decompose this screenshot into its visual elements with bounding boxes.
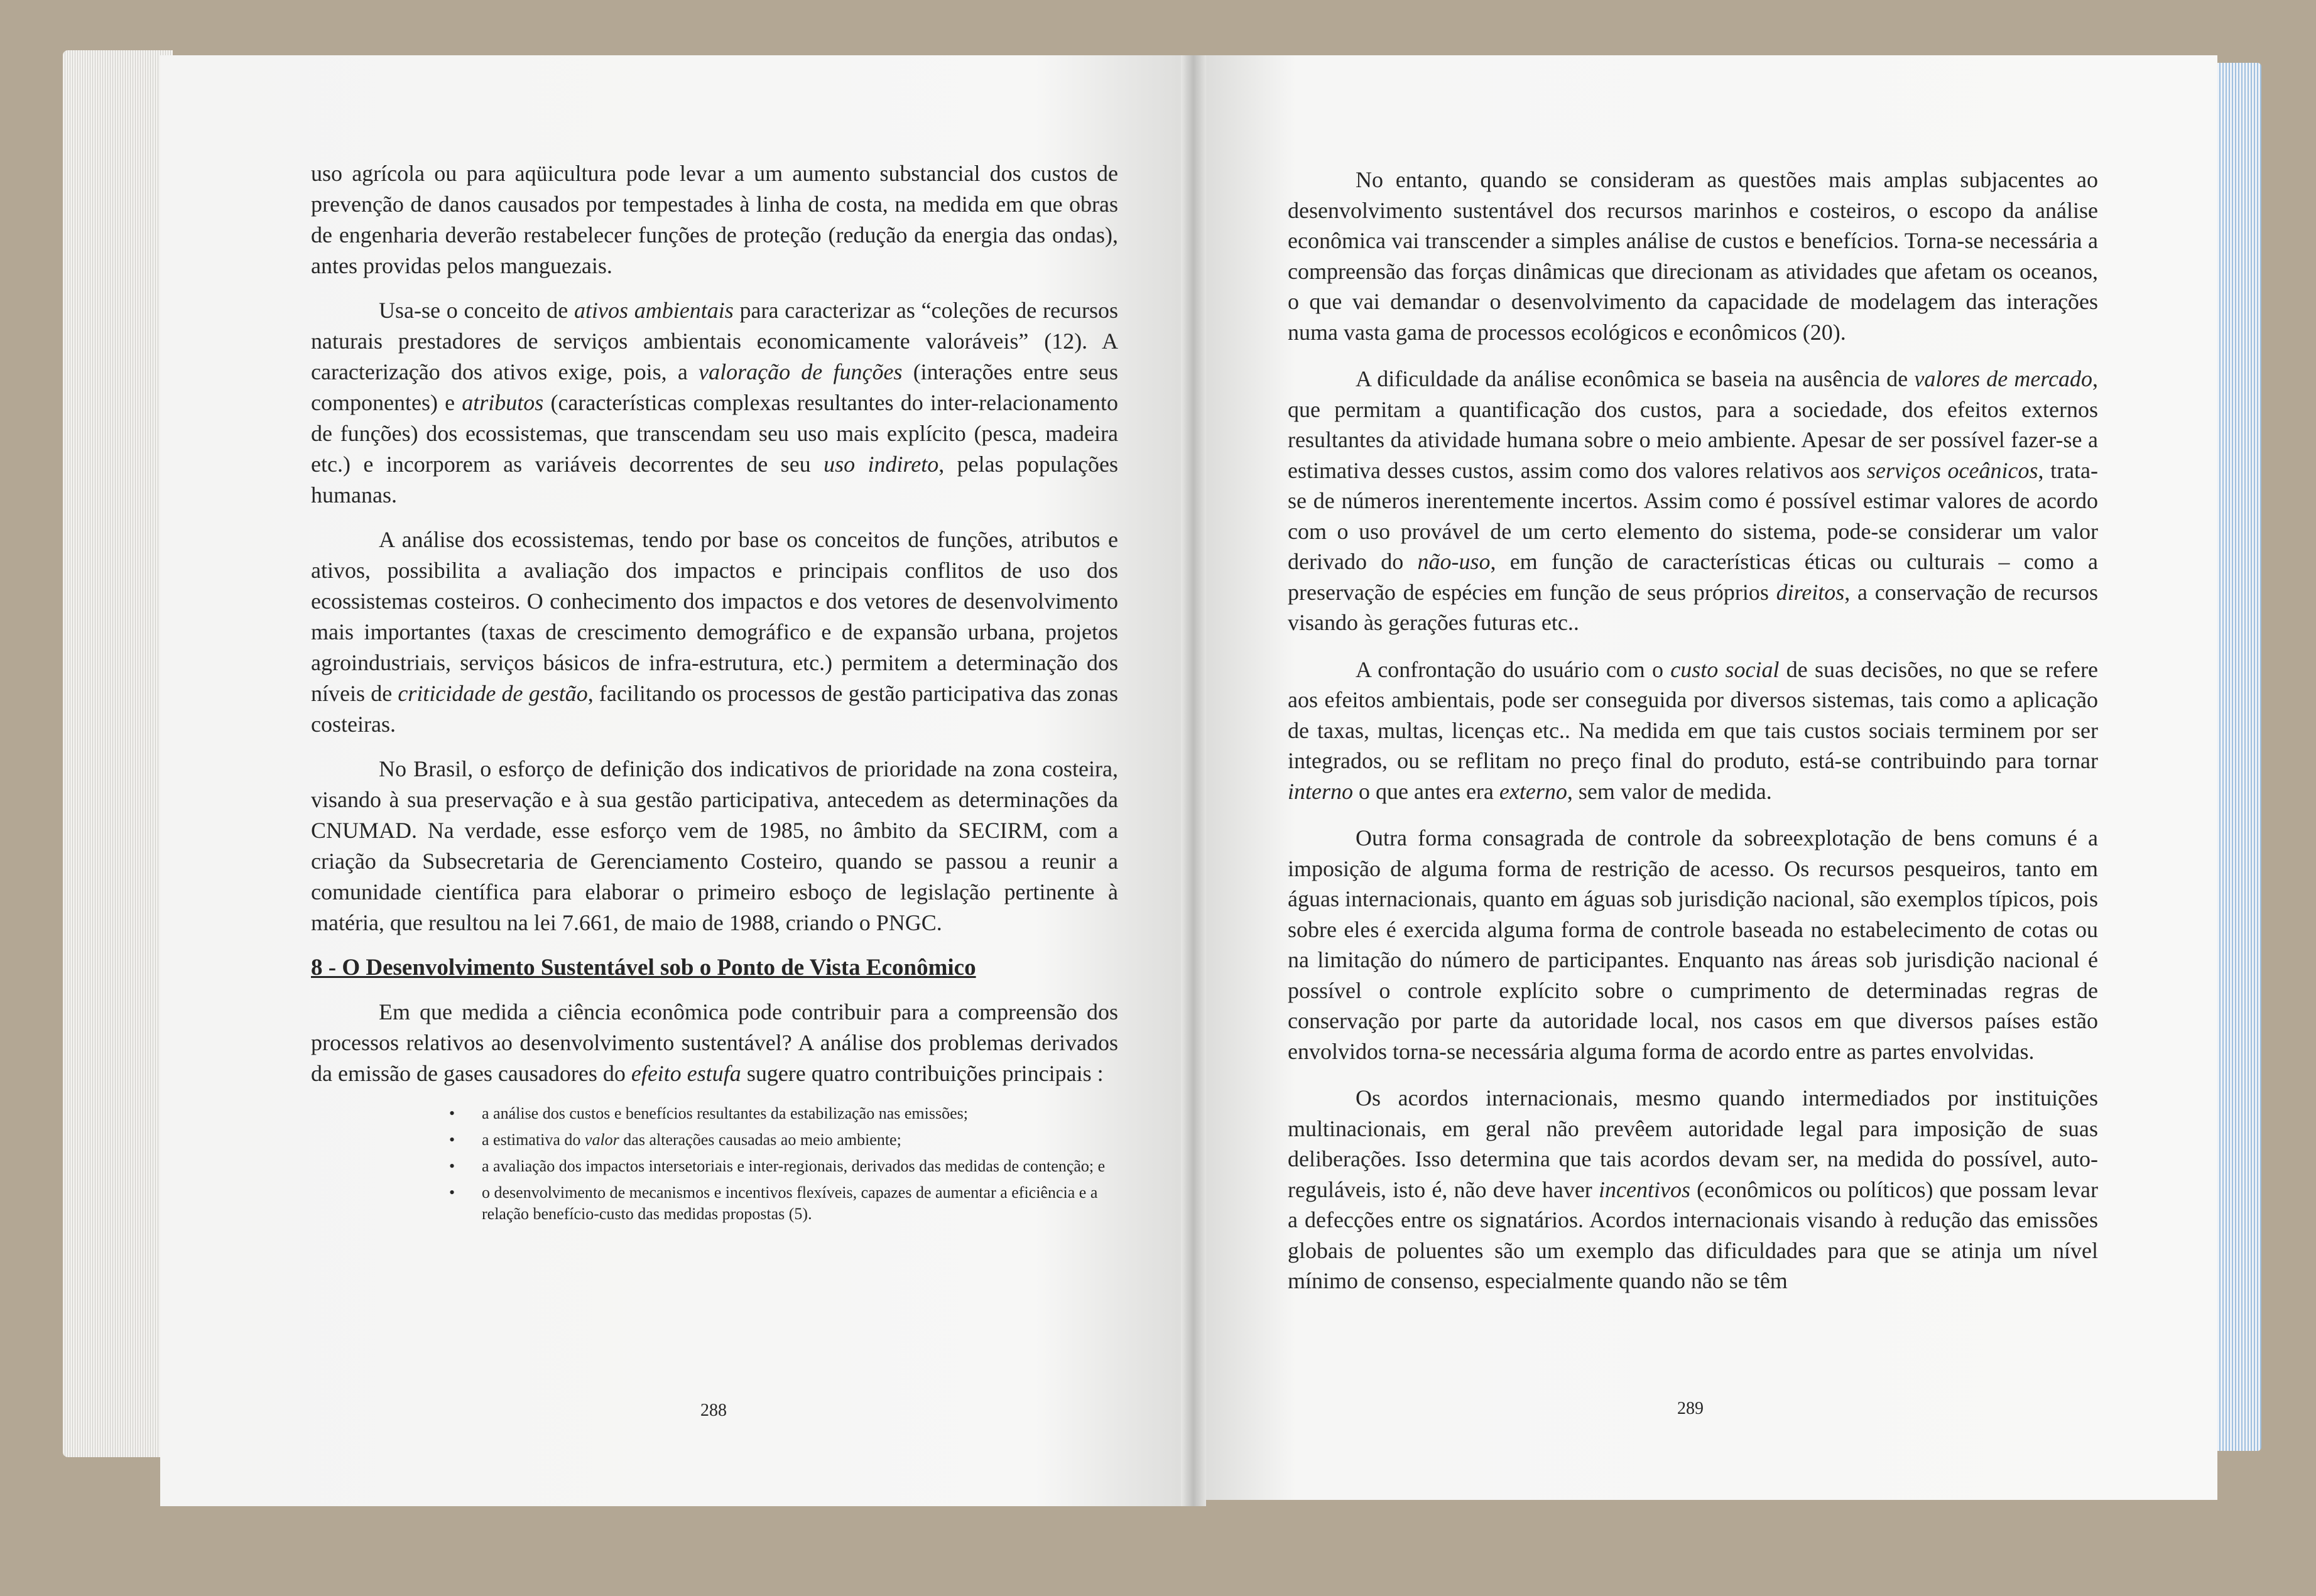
text-run: , sem valor de medida.	[1567, 778, 1772, 804]
book-page-edges-left	[63, 50, 173, 1457]
text-run: No entanto, quando se consideram as questões mais amplas subjacentes ao desenvolvimento sustentável dos recursos marinhos e costeiros, o escopo da análise econômica vai transcender a simples análise de custos e benefícios. Torna-se necessária a compreensão das forças dinâmicas que direcionam as atividades que afetam os oceanos, o que vai demandar o desenvolvimento da capacidade de modelagem das interações numa vasta gama de processos ecológicos e econômicos (20).	[1288, 167, 2098, 345]
list-item	[449, 1182, 1118, 1225]
text-run: sugere quatro contribuições principais :	[741, 1061, 1104, 1086]
text-run: , trata-se de números inerentemente incertos. Assim como é possível estimar valores de acordo com o uso provável de um certo elemento do sistema, pode-se considerar um valor derivado do	[1288, 457, 2099, 574]
text-run: das alterações causadas ao meio ambiente;	[619, 1131, 901, 1149]
paragraph	[1288, 165, 2098, 347]
text-run: A dificuldade da análise econômica se baseia na ausência de	[1356, 366, 1915, 391]
italic-text: direitos	[1776, 579, 1845, 605]
paragraph	[311, 295, 1118, 511]
text-run: para caracterizar as “coleções de recursos naturais prestadores de serviços ambientais economicamente valoráveis” (12). A caracterização dos ativos exige, pois, a	[311, 298, 1118, 384]
left-page-text	[311, 158, 1118, 1230]
italic-text: criticidade de gestão	[398, 681, 588, 706]
text-run: (econômicos ou políticos) que possam levar a defecções entre os signatários. Acordos internacionais visando à redução das emissões globais de poluentes são um exemplo das dificuldades para que se atinja um nível mínimo de consenso, especialmente quando não se têm	[1288, 1176, 2098, 1293]
text-run: uso agrícola ou para aqüicultura pode levar a um aumento substancial dos custos de prevenção de danos causados por tempestades à linha de costa, na medida em que obras de engenharia deverão restabelecer funções de proteção (redução da energia das ondas), antes providas pelos manguezais.	[311, 161, 1118, 278]
italic-text: atributos	[462, 390, 544, 415]
bullet-icon: •	[449, 1131, 455, 1149]
text-run: (interações entre seus componentes) e	[311, 359, 1118, 415]
paragraph	[311, 754, 1118, 938]
list-item	[449, 1103, 1118, 1124]
italic-text: valores de mercado	[1914, 366, 2092, 391]
text-run: , em função de características éticas ou culturais – como a preservação de espécies em função de seus próprios	[1288, 549, 2098, 605]
italic-text: ativos ambientais	[574, 298, 734, 323]
text-run: Usa-se o conceito de	[379, 298, 574, 323]
paragraph	[1288, 823, 2098, 1067]
italic-text: externo	[1499, 778, 1567, 804]
italic-text: não-uso	[1417, 549, 1491, 574]
paragraph	[1288, 1083, 2098, 1296]
text-run: o desenvolvimento de mecanismos e incentivos flexíveis, capazes de aumentar a eficiência e a relação benefício-custo das medidas propostas (5).	[482, 1183, 1098, 1223]
text-run: (características complexas resultantes do inter-relacionamento de funções) dos ecossistemas, que transcendam seu uso mais explícito (pesca, madeira etc.) e incorporem as variáveis decorrentes de seu	[311, 390, 1119, 477]
text-run: , pelas populações humanas.	[311, 452, 1118, 508]
list-item	[449, 1156, 1118, 1177]
text-run: A análise dos ecossistemas, tendo por base os conceitos de funções, atributos e ativos, possibilita a avaliação dos impactos e principais conflitos de uso dos ecossistemas costeiros. O conhecimento dos impactos e dos vetores de desenvolvimento mais importantes (taxas de crescimento demográfico e de expansão urbana, projetos agroindustriais, serviços básicos de infra-estrutura, etc.) permitem a determinação dos níveis de	[311, 527, 1118, 706]
text-run: o que antes era	[1353, 778, 1499, 804]
italic-text: interno	[1288, 778, 1353, 804]
text-run: a estimativa do	[482, 1131, 585, 1149]
text-run: a avaliação dos impactos intersetoriais e inter-regionais, derivados das medidas de contenção; e	[482, 1157, 1106, 1175]
paragraph	[1288, 364, 2098, 638]
list-item	[449, 1129, 1118, 1151]
text-run: , a conservação de recursos visando às gerações futuras etc..	[1288, 579, 2098, 635]
book-gutter	[1181, 55, 1206, 1506]
italic-text: valoração de funções	[699, 359, 903, 384]
text-run: a análise dos custos e benefícios resultantes da estabilização nas emissões;	[482, 1104, 968, 1122]
paragraph	[311, 997, 1118, 1089]
text-run: , facilitando os processos de gestão participativa das zonas costeiras.	[311, 681, 1119, 737]
italic-text: efeito estufa	[631, 1061, 741, 1086]
text-run: de suas decisões, no que se refere aos efeitos ambientais, pode ser conseguida por diversos sistemas, tais como a aplicação de taxas, multas, licenças etc.. Na medida em que tais custos sociais terminem por ser integrados, ou se reflitam no preço final do produto, está-se contribuindo para tornar	[1288, 656, 2098, 773]
page-number-left: 288	[700, 1401, 727, 1420]
section-heading: 8 - O Desenvolvimento Sustentável sob o Ponto de Vista Econômico	[311, 955, 976, 980]
bullet-icon: •	[449, 1157, 455, 1175]
paragraph	[311, 524, 1118, 740]
page-number-right: 289	[1677, 1399, 1704, 1418]
text-run: , que permitam a quantificação dos custos, para a sociedade, dos efeitos externos resultantes da atividade humana sobre o meio ambiente. Apesar de ser possível fazer-se a estimativa desses custos, assim como dos valores relativos aos	[1288, 366, 2098, 483]
text-run: No Brasil, o esforço de definição dos indicativos de prioridade na zona costeira, visando à sua preservação e à sua gestão participativa, antecedem as determinações da CNUMAD. Na verdade, esse esforço vem de 1985, no âmbito da SECIRM, com a criação da Subsecretaria de Gerenciamento Costeiro, quando se passou a reunir a comunidade científica para elaborar o primeiro esboço de legislação pertinente à matéria, que resultou na lei 7.661, de maio de 1988, criando o PNGC.	[311, 756, 1118, 935]
italic-text: serviços oceânicos	[1867, 457, 2038, 483]
italic-text: uso indireto	[824, 452, 939, 477]
right-page-text	[1288, 165, 2098, 1313]
book-page-edges-right	[2211, 63, 2261, 1451]
paragraph	[311, 158, 1118, 281]
text-run: A confrontação do usuário com o	[1356, 656, 1671, 682]
italic-text: custo social	[1670, 656, 1780, 682]
text-run: Em que medida a ciência econômica pode contribuir para a compreensão dos processos relativos ao desenvolvimento sustentável? A análise dos problemas derivados da emissão de gases causadores do	[311, 999, 1118, 1086]
paragraph	[1288, 654, 2098, 807]
text-run: Outra forma consagrada de controle da sobreexplotação de bens comuns é a imposição de alguma forma de restrição de acesso. Os recursos pesqueiros, tanto em águas internacionais, quanto em águas sob jurisdição nacional, são exemplos típicos, pois sobre eles é exercida alguma forma de controle baseada no estabelecimento de cotas ou na limitação do número de participantes. Enquanto nas áreas sob jurisdição nacional é possível o controle explícito sobre o cumprimento de determinadas regras de conservação por parte da autoridade local, nos casos em que diversos países estão envolvidos torna-se necessária alguma forma de acordo entre as partes envolvidas.	[1288, 825, 2098, 1064]
bullet-icon: •	[449, 1104, 455, 1122]
bullet-list	[449, 1103, 1118, 1225]
text-run: Os acordos internacionais, mesmo quando intermediados por instituições multinacionais, em geral não prevêem autoridade legal para imposição de suas deliberações. Isso determina que tais acordos devam ser, na medida do possível, auto-reguláveis, isto é, não deve haver	[1288, 1085, 2098, 1202]
italic-text: incentivos	[1599, 1176, 1690, 1202]
bullet-icon: •	[449, 1183, 455, 1202]
italic-text: valor	[584, 1131, 619, 1149]
